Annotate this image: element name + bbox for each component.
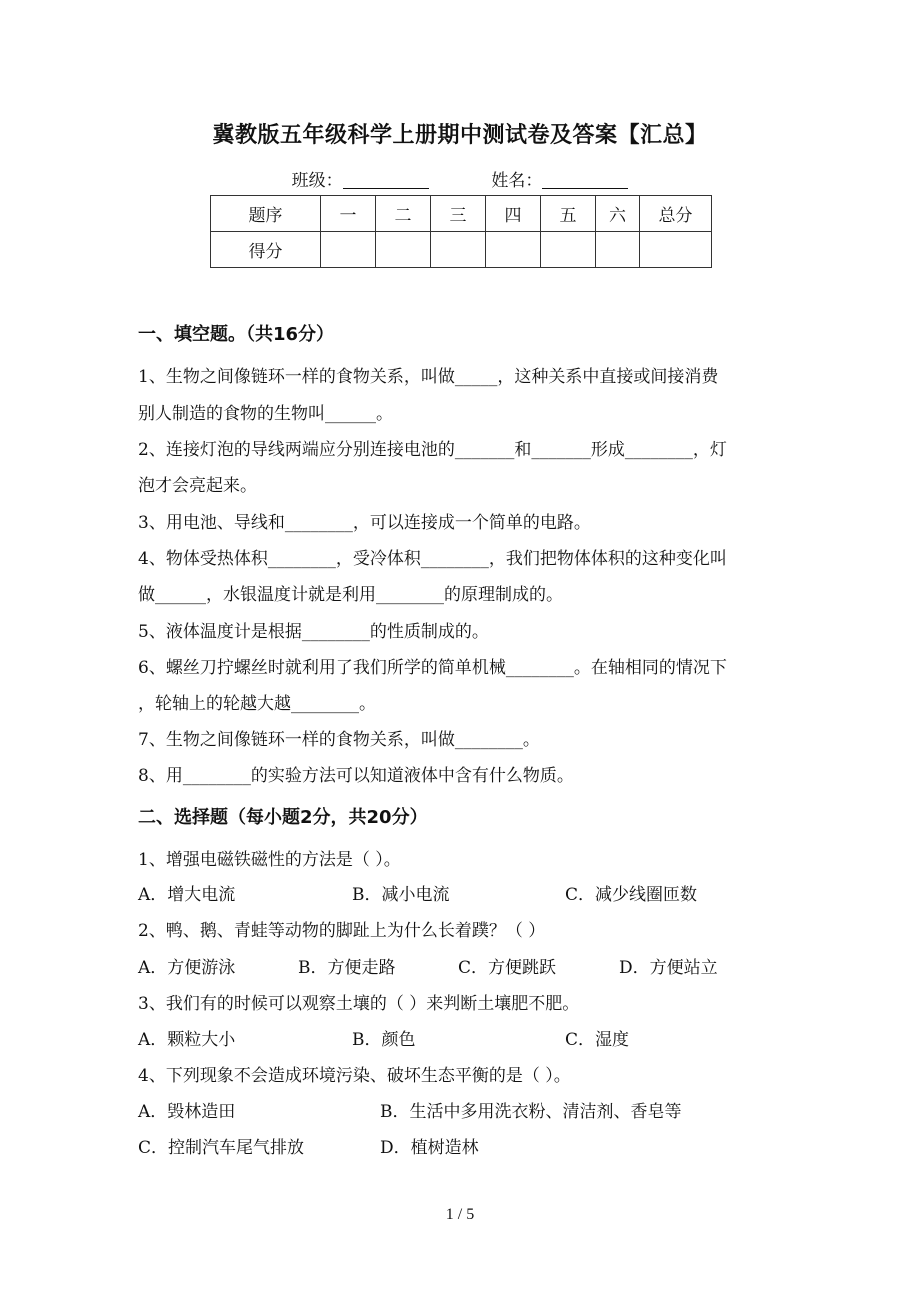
score-table-score-row: [211, 232, 712, 268]
class-label: 班级：: [291, 171, 343, 191]
score-cell[interactable]: [431, 232, 486, 268]
header-cell: 五: [541, 196, 596, 232]
score-cell[interactable]: [321, 232, 376, 268]
option-a[interactable]: A．方便游泳: [138, 958, 236, 978]
question-line: 8、用________的实验方法可以知道液体中含有什么物质。: [138, 766, 574, 786]
question-line: 3、用电池、导线和________，可以连接成一个简单的电路。: [138, 513, 591, 533]
page-title: 冀教版五年级科学上册期中测试卷及答案【汇总】: [212, 123, 708, 148]
name-blank[interactable]: [542, 171, 628, 189]
option-c[interactable]: C．方便跳跃: [458, 958, 557, 978]
section2-heading: 二、选择题（每小题2分，共20分）: [138, 807, 428, 828]
option-b[interactable]: B．颜色: [352, 1030, 416, 1050]
question-stem: 1、增强电磁铁磁性的方法是（ ）。: [138, 850, 401, 870]
option-b[interactable]: B．生活中多用洗衣粉、清洁剂、香皂等: [380, 1102, 682, 1122]
option-c[interactable]: C．减少线圈匝数: [565, 885, 698, 905]
student-info-row: [0, 166, 920, 191]
question-line: 1、生物之间像链环一样的食物关系，叫做_____，这种关系中直接或间接消费: [138, 367, 719, 387]
question-line: 泡才会亮起来。: [138, 476, 257, 496]
header-cell: 题序: [211, 196, 321, 232]
header-cell: 六: [596, 196, 640, 232]
score-table: [210, 195, 712, 268]
question-stem: 2、鸭、鹅、青蛙等动物的脚趾上为什么长着蹼？（ ）: [138, 921, 546, 941]
header-cell: 四: [486, 196, 541, 232]
option-c[interactable]: C．控制汽车尾气排放: [138, 1138, 305, 1158]
score-cell[interactable]: [640, 232, 712, 268]
section1-heading: 一、填空题。（共16分）: [138, 324, 335, 345]
name-label: 姓名：: [491, 171, 543, 191]
header-cell: 二: [376, 196, 431, 232]
question-line: 别人制造的食物的生物叫______。: [138, 404, 393, 424]
header-cell: 一: [321, 196, 376, 232]
row-label-cell: 得分: [211, 232, 321, 268]
question-line: 4、物体受热体积________，受冷体积________，我们把物体体积的这种变化叫: [138, 549, 727, 569]
option-b[interactable]: B．方便走路: [298, 958, 396, 978]
score-cell[interactable]: [486, 232, 541, 268]
question-line: 5、液体温度计是根据________的性质制成的。: [138, 622, 489, 642]
question-line: 做______，水银温度计就是利用________的原理制成的。: [138, 585, 563, 605]
score-cell[interactable]: [541, 232, 596, 268]
question-line: 6、螺丝刀拧螺丝时就利用了我们所学的简单机械________。在轴相同的情况下: [138, 658, 727, 678]
question-stem: 4、下列现象不会造成环境污染、破坏生态平衡的是（ ）。: [138, 1066, 571, 1086]
class-blank[interactable]: [343, 171, 429, 189]
header-cell: 总分: [640, 196, 712, 232]
question-line: 7、生物之间像链环一样的食物关系，叫做________。: [138, 730, 540, 750]
page-number: 1 / 5: [445, 1206, 475, 1223]
question-stem: 3、我们有的时候可以观察土壤的（ ）来判断土壤肥不肥。: [138, 994, 580, 1014]
score-cell[interactable]: [376, 232, 431, 268]
option-a[interactable]: A．颗粒大小: [138, 1030, 236, 1050]
option-c[interactable]: C．湿度: [565, 1030, 630, 1050]
question-line: 2、连接灯泡的导线两端应分别连接电池的_______和_______形成________，灯: [138, 440, 727, 460]
question-line: ，轮轴上的轮越大越________。: [138, 694, 376, 714]
option-a[interactable]: A．毁林造田: [138, 1102, 236, 1122]
option-d[interactable]: D．植树造林: [380, 1138, 479, 1158]
option-a[interactable]: A．增大电流: [138, 885, 236, 905]
option-d[interactable]: D．方便站立: [619, 958, 718, 978]
header-cell: 三: [431, 196, 486, 232]
score-table-header-row: [211, 196, 712, 232]
option-b[interactable]: B．减小电流: [352, 885, 450, 905]
score-cell[interactable]: [596, 232, 640, 268]
